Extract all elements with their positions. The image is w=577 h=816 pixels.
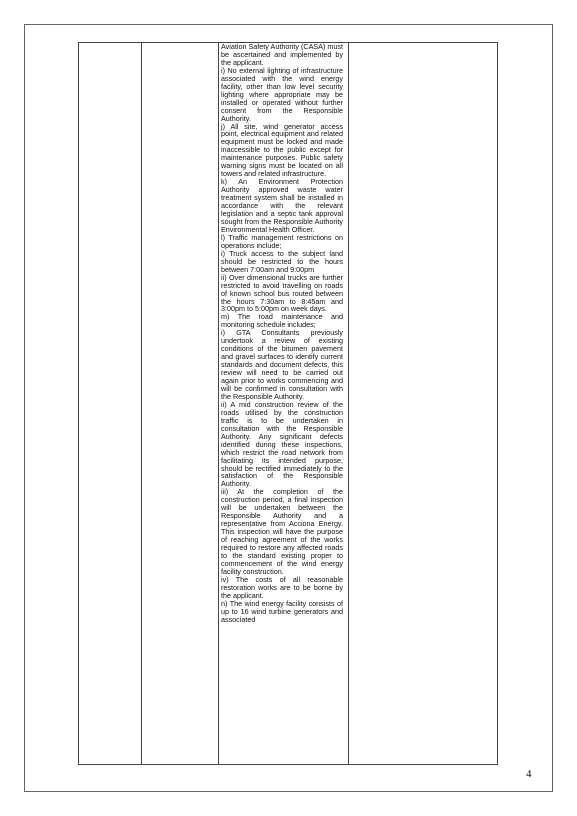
paragraph: i) Truck access to the subject land should be restricted to the hours between 7:00am and 9:00pm (221, 248, 343, 274)
table-bottom-border (78, 764, 498, 765)
paragraph: n) The wind energy facility consists of up to 16 wind turbine generators and associated (221, 598, 343, 624)
paragraph: ii) A mid construction review of the roads utilised by the construction traffic is to be undertaken in consultation with the Responsible Authority. Any significant defects identified during these inspections, which restrict the road network from facilitating its intended purpose, should be rectified immediately to the satisfaction of the Responsible Authority. (221, 399, 343, 489)
paragraph: m) The road maintenance and monitoring schedule includes; (221, 312, 343, 330)
conditions-text-cell (221, 43, 343, 624)
paragraph: ii) Over dimensional trucks are further restricted to avoid travelling on roads of known school bus routed between the hours 7:30am to 8:45am and 3:00pm to 5:00pm on week days. (221, 272, 343, 314)
table-column-divider (348, 42, 349, 764)
paragraph: iii) At the completion of the construction period, a final inspection will be undertaken between the Responsible Authority and a representative from Acciona Energy. This inspection will have the purpose of reaching agreement of the works required to restore any affected roads to the standard existing proper to commencement of the wind energy facility construction. (221, 487, 343, 576)
paragraph: i) GTA Consultants previously undertook a review of existing conditions of the bitumen pavement and gravel surfaces to identify current standards and document defects, this review will need to be carried out again prior to works commencing and will be confirmed in consultation with the Responsible Authority. (221, 328, 343, 401)
paragraph: l) Traffic management restrictions on operations include; (221, 232, 343, 250)
paragraph: Aviation Safety Authority (CASA) must be ascertained and implemented by the applicant. (221, 42, 343, 67)
paragraph: iv) The costs of all reasonable restoration works are to be borne by the applicant. (221, 574, 343, 600)
table-column-divider (218, 42, 219, 764)
table-column-divider (497, 42, 498, 764)
page-number: 4 (526, 768, 532, 780)
paragraph: i) No external lighting of infrastructure associated with the wind energy facility, other than low level security lighting where appropriate may be installed or operated without further consent from the Responsible Authority. (221, 65, 343, 123)
table-column-divider (78, 42, 79, 764)
paragraph: j) All site, wind generator access point, electrical equipment and related equipment must be locked and made inaccessible to the public except for maintenance purposes. Public safety warning signs must be located on all towers and related infrastructure. (221, 121, 343, 179)
paragraph: k) An Environment Protection Authority approved waste water treatment system shall be installed in accordance with the relevant legislation and a septic tank approval sought from the Responsible Authority Environmental Health Officer. (221, 177, 343, 234)
table-column-divider (141, 42, 142, 764)
